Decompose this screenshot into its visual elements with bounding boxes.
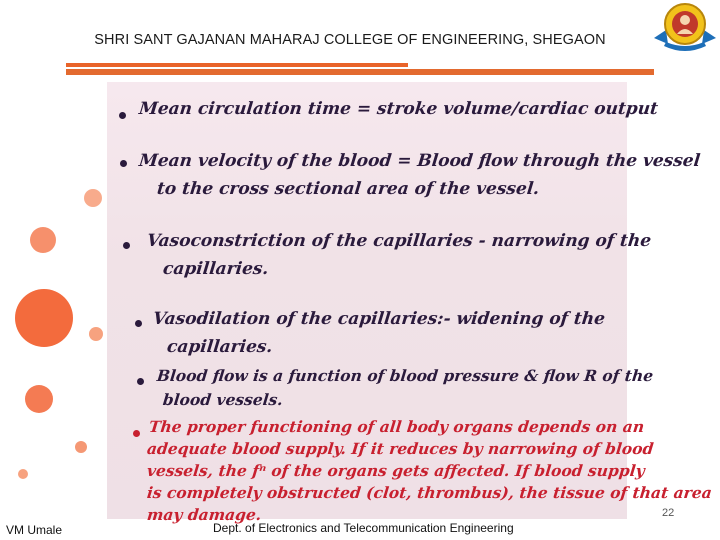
bullet: [135, 320, 142, 327]
header-accent-rule: [66, 69, 654, 75]
note-line: is completely obstructed (clot, thrombus), the tissue of that area: [146, 483, 713, 502]
footer-author: VM Umale: [6, 523, 63, 537]
bullet: [120, 160, 127, 167]
page-title: SHRI SANT GAJANAN MAHARAJ COLLEGE OF ENGINEERING, SHEGAON: [94, 32, 606, 48]
page-number: 22: [662, 507, 675, 519]
note-line: Blood flow is a function of blood pressure & flow R of the: [156, 366, 655, 385]
header-accent-rule-top: [66, 63, 408, 67]
note-line: adequate blood supply. If it reduces by narrowing of blood: [146, 439, 655, 458]
note-line: capillaries.: [162, 259, 270, 279]
note-line: Vasoconstriction of the capillaries - narrowing of the: [146, 231, 653, 251]
bullet: [133, 430, 140, 437]
note-line: Mean velocity of the blood = Blood flow through the vessel: [138, 151, 702, 171]
bullet: [119, 112, 126, 119]
note-line: capillaries.: [166, 337, 274, 357]
note-line: blood vessels.: [162, 390, 284, 409]
bullet: [137, 378, 144, 385]
bullet: [123, 242, 130, 249]
college-emblem-icon: [650, 0, 720, 58]
note-line: may damage.: [146, 505, 263, 524]
footer-department: Dept. of Electronics and Telecommunication Engineering: [213, 521, 514, 535]
decorative-circles: [0, 0, 110, 540]
note-line: to the cross sectional area of the vessel.: [156, 179, 541, 199]
note-line: Mean circulation time = stroke volume/cardiac output: [138, 99, 659, 119]
note-line: vessels, the fⁿ of the organs gets affected. If blood supply: [146, 461, 646, 480]
note-line: The proper functioning of all body organs depends on an: [148, 417, 646, 436]
note-line: Vasodilation of the capillaries:- widening of the: [152, 309, 606, 329]
